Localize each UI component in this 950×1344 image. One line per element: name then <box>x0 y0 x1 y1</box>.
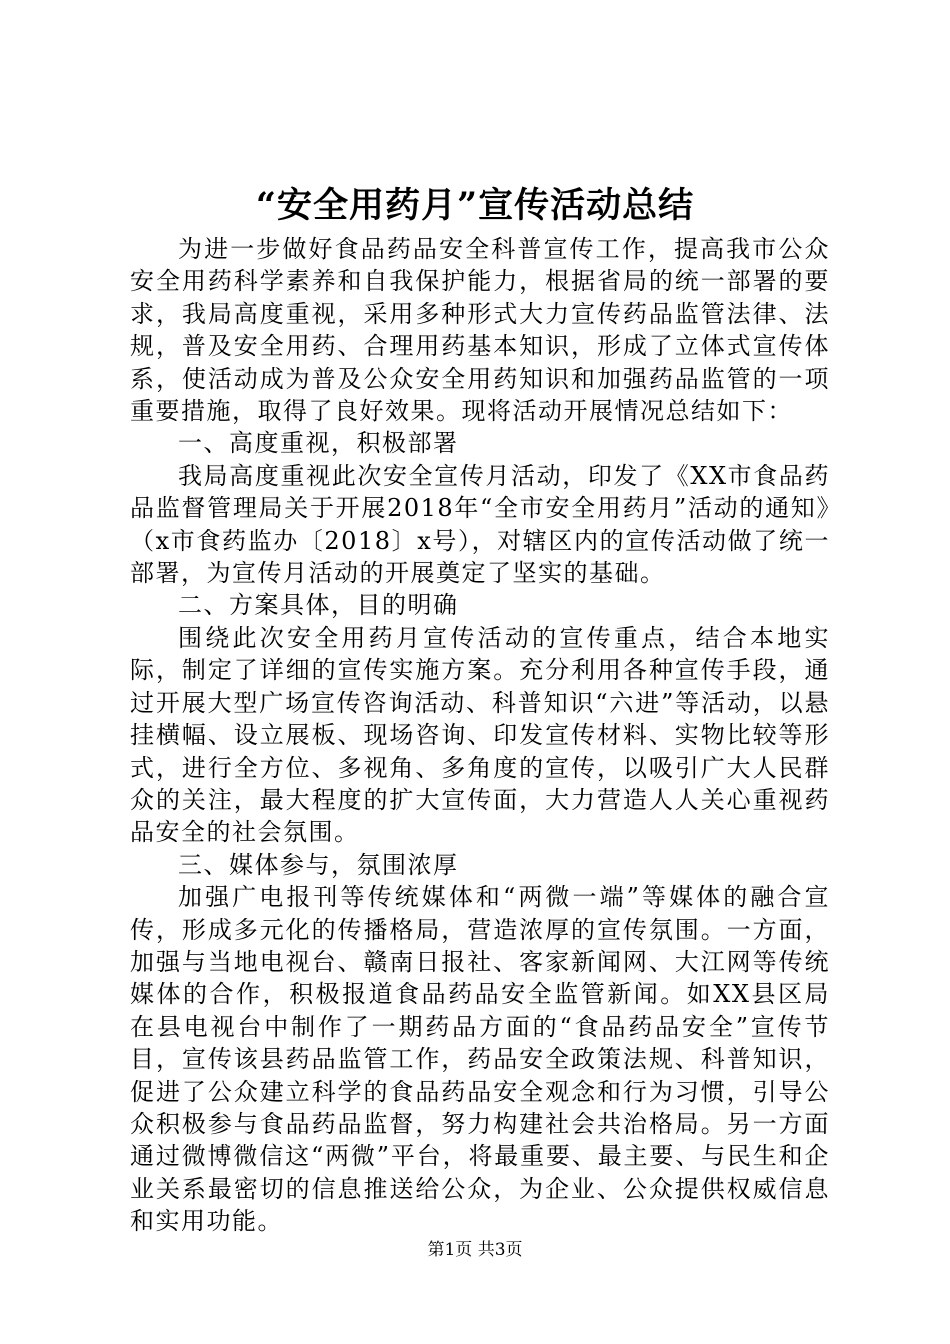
document-body <box>130 233 830 1238</box>
section-heading: 三、媒体参与，氛围浓厚 <box>178 850 459 879</box>
section-heading: 二、方案具体，目的明确 <box>178 591 459 620</box>
section-paragraph: 我局高度重视此次安全宣传月活动，印发了《XX市食品药品监督管理局关于开展2018年“全市安全用药月”活动的通知》（x市食药监办〔2018〕x号），对辖区内的宣传活动做了统一部署，为宣传月活动的开展奠定了坚实的基础。 <box>130 461 830 588</box>
intro-paragraph: 为进一步做好食品药品安全科普宣传工作，提高我市公众安全用药科学素养和自我保护能力，根据省局的统一部署的要求，我局高度重视，采用多种形式大力宣传药品监管法律、法规，普及安全用药、合理用药基本知识，形成了立体式宣传体系，使活动成为普及公众安全用药知识和加强药品监管的一项重要措施，取得了良好效果。现将活动开展情况总结如下： <box>130 235 830 426</box>
page-number-footer: 第1页 共3页 <box>427 1240 523 1260</box>
section-paragraph: 加强广电报刊等传统媒体和“两微一端”等媒体的融合宣传，形成多元化的传播格局，营造浓厚的宣传氛围。一方面，加强与当地电视台、赣南日报社、客家新闻网、大江网等传统媒体的合作，积极报道食品药品安全监管新闻。如XX县区局在县电视台中制作了一期药品方面的“食品药品安全”宣传节目，宣传该县药品监管工作，药品安全政策法规、科普知识，促进了公众建立科学的食品药品安全观念和行为习惯，引导公众积极参与食品药品监督，努力构建社会共治格局。另一方面通过微博微信这“两微”平台，将最重要、最主要、与民生和企业关系最密切的信息推送给公众，为企业、公众提供权威信息和实用功能。 <box>130 883 830 1236</box>
section-heading: 一、高度重视，积极部署 <box>178 429 459 458</box>
section-paragraph: 围绕此次安全用药月宣传活动的宣传重点，结合本地实际，制定了详细的宣传实施方案。充分利用各种宣传手段，通过开展大型广场宣传咨询活动、科普知识“六进”等活动，以悬挂横幅、设立展板、现场咨询、印发宣传材料、实物比较等形式，进行全方位、多视角、多角度的宣传，以吸引广大人民群众的关注，最大程度的扩大宣传面，大力营造人人关心重视药品安全的社会氛围。 <box>130 623 830 847</box>
document-title: “安全用药月”宣传活动总结 <box>255 185 695 226</box>
